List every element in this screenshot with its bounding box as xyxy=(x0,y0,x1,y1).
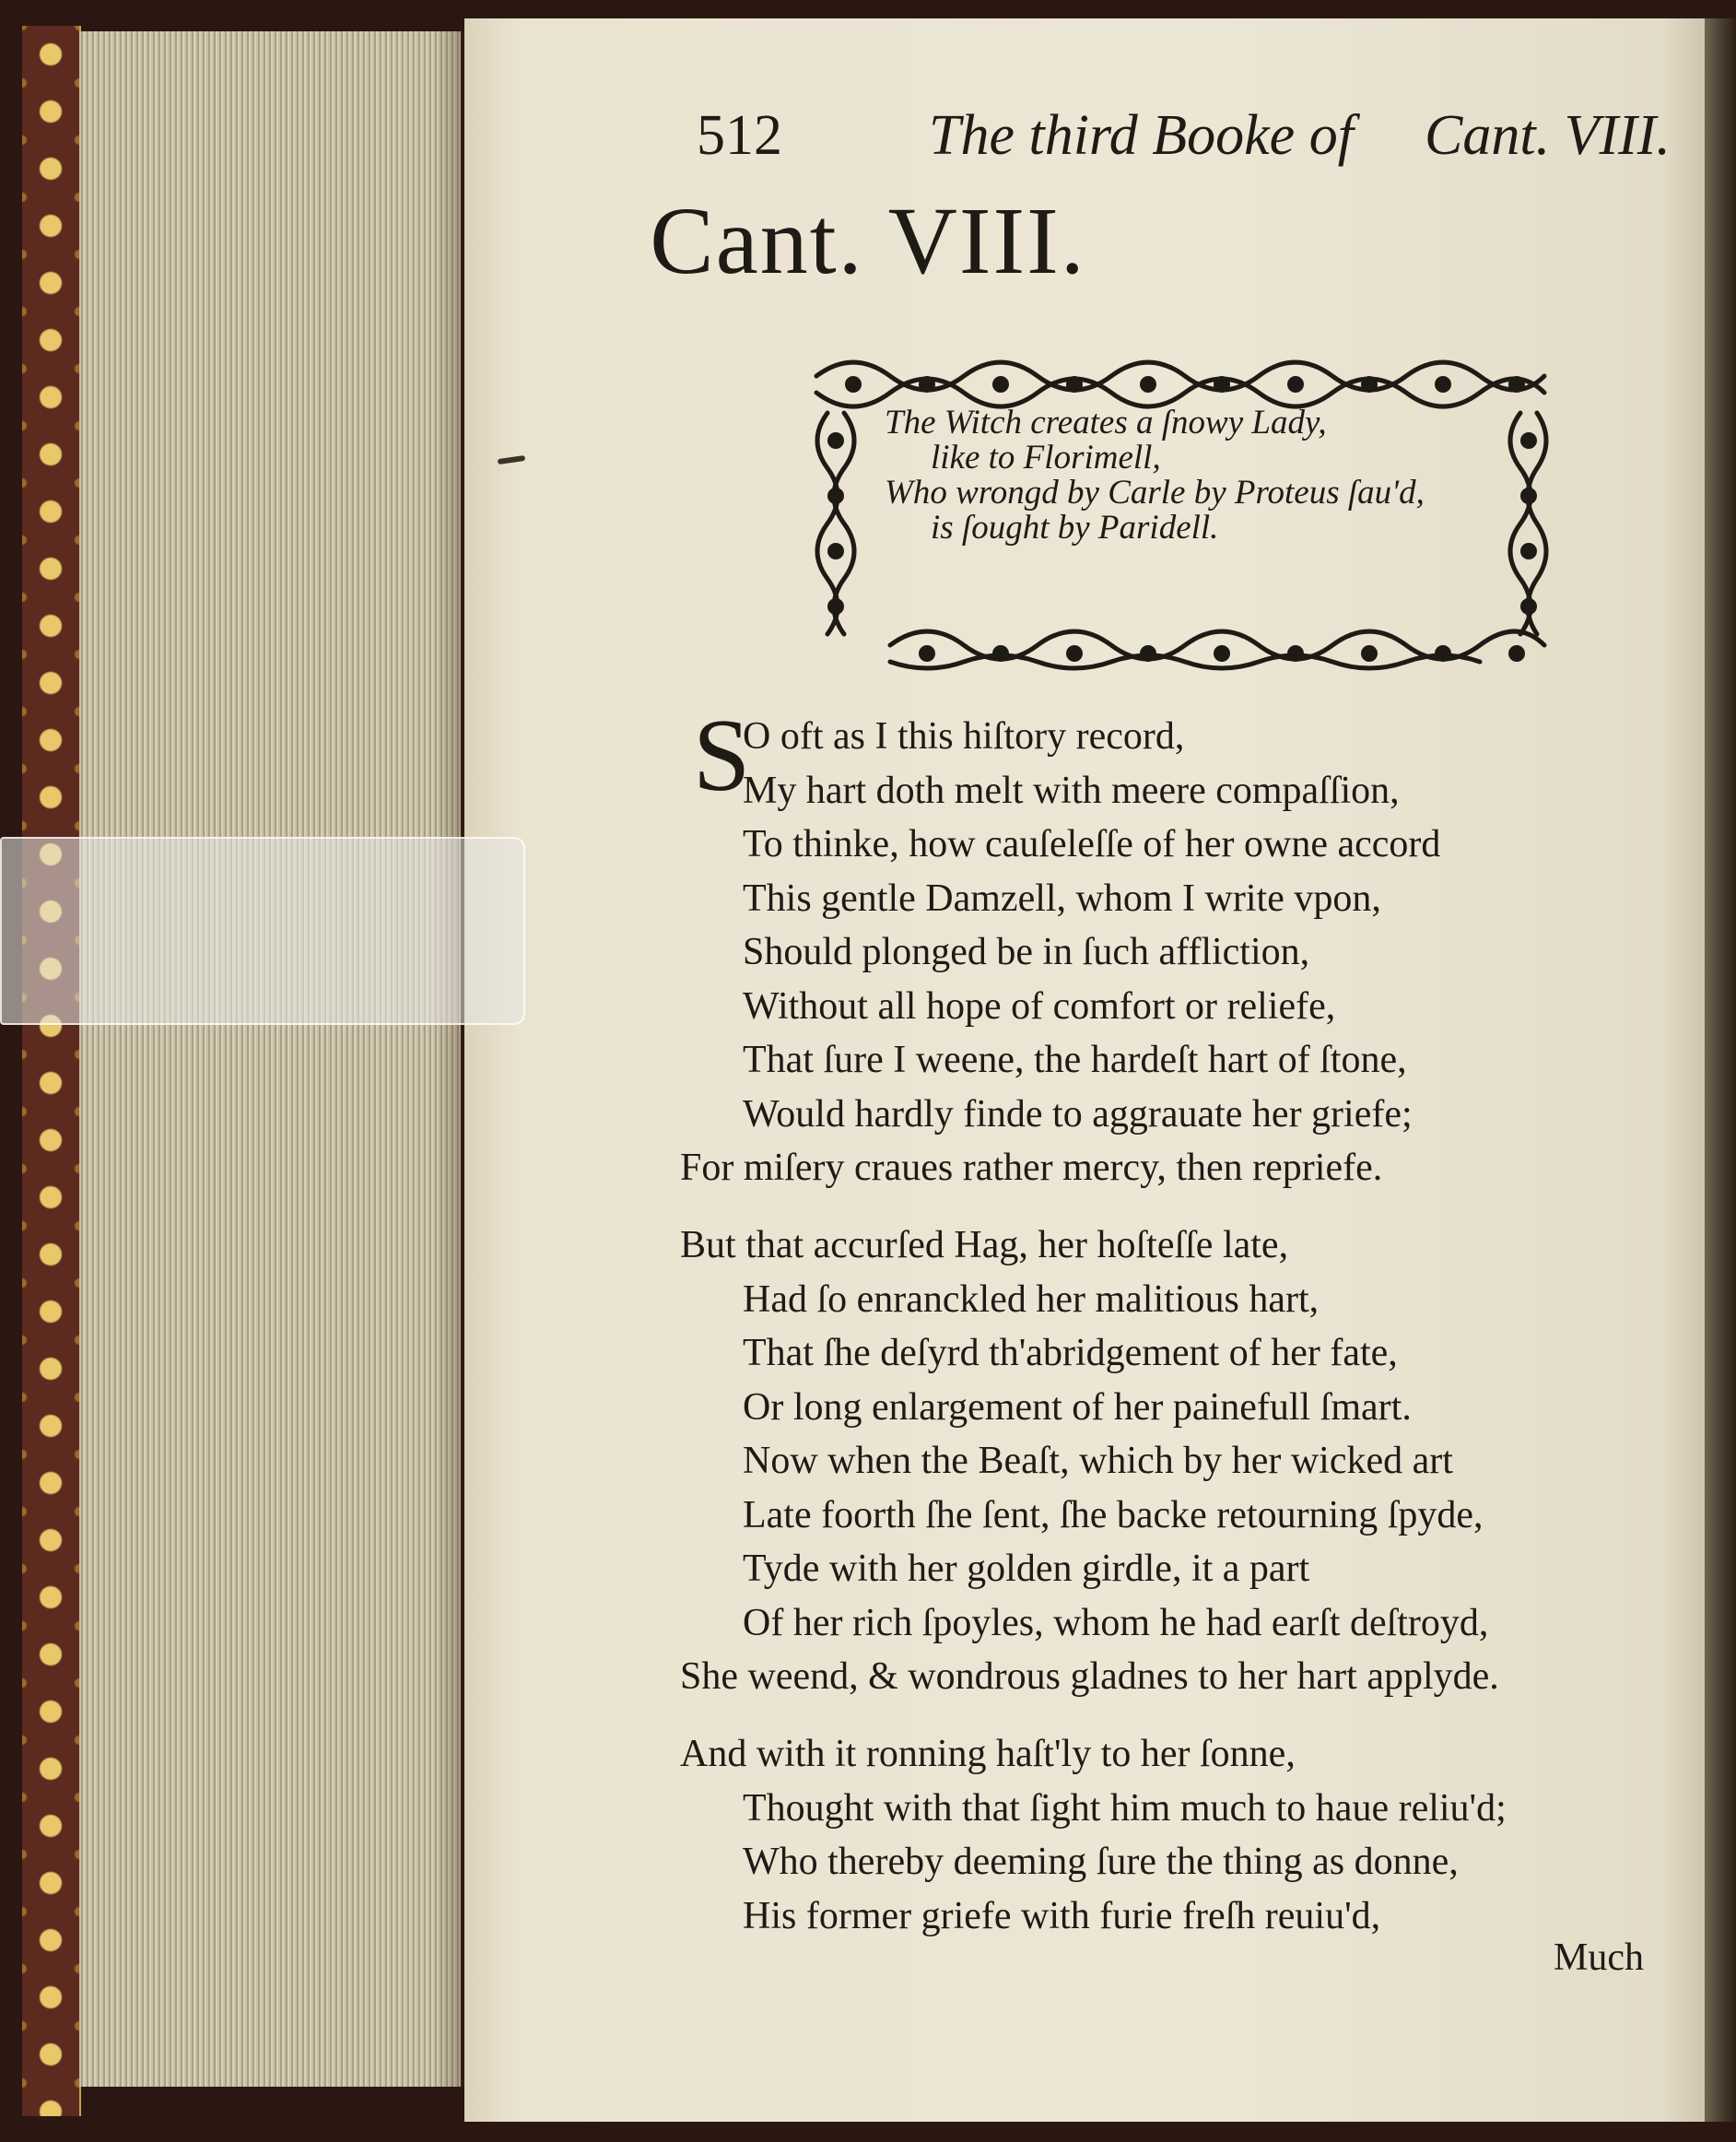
verse-line: Should plonged be in ſuch affliction, xyxy=(743,931,1310,973)
verse-line: Thought with that ſight him much to haue reliu'd; xyxy=(743,1786,1507,1830)
canto-title: Cant. VIII. xyxy=(650,188,1086,294)
gilt-cover-edge xyxy=(22,26,81,2116)
argument-line: like to Florimell, xyxy=(931,439,1161,477)
verse-line: Of her rich ſpoyles, whom he had earſt deſtroyd, xyxy=(743,1601,1489,1644)
verse-line: That ſure I weene, the hardeſt hart of ſtone, xyxy=(743,1039,1407,1081)
verse-line: Would hardly finde to aggrauate her griefe; xyxy=(743,1092,1413,1136)
page-right-edge xyxy=(1705,18,1736,2122)
argument-line: The Witch creates a ſnowy Lady, xyxy=(885,404,1327,441)
verse-line: Who thereby deeming ſure the thing as donne, xyxy=(743,1841,1459,1883)
drop-cap: S xyxy=(693,699,751,813)
verse-line: Without all hope of comfort or reliefe, xyxy=(743,984,1336,1028)
verse-line: Now when the Beaſt, which by her wicked art xyxy=(743,1440,1453,1482)
stanza-3 xyxy=(680,1727,1507,1943)
argument-line: Who wrongd by Carle by Proteus ſau'd, xyxy=(885,474,1425,512)
plastic-clip xyxy=(0,837,525,1025)
verse-line: But that accurſed Hag, her hoſteſſe late, xyxy=(680,1224,1289,1266)
canto-argument xyxy=(885,406,1530,546)
verse-line: This gentle Damzell, whom I write vpon, xyxy=(743,877,1381,920)
stanza-1 xyxy=(680,710,1440,1195)
running-head-title: The third Booke of xyxy=(929,104,1354,167)
page-number: 512 xyxy=(697,104,782,167)
verse-line: Late foorth ſhe ſent, ſhe backe retourning ſpyde, xyxy=(743,1493,1484,1536)
verse-line: Had ſo enranckled her malitious hart, xyxy=(743,1277,1320,1321)
verse-line: That ſhe deſyrd th'abridgement of her fate, xyxy=(743,1332,1398,1374)
page-edges xyxy=(79,31,461,2087)
verse-line: She weend, & wondrous gladnes to her hart applyde. xyxy=(680,1655,1499,1698)
verse-line: Tyde with her golden girdle, it a part xyxy=(743,1548,1310,1590)
verse-line: Or long enlargement of her painefull ſmart. xyxy=(743,1385,1412,1429)
running-head-canto: Cant. VIII. xyxy=(1425,104,1671,167)
verse-line: To thinke, how cauſeleſſe of her owne accord xyxy=(743,823,1441,865)
verse-line: O oft as I this hiſtory record, xyxy=(743,715,1185,758)
stanza-2 xyxy=(680,1218,1499,1704)
verse-line: And with it ronning haſt'ly to her ſonne, xyxy=(680,1733,1296,1775)
verse-line: His former griefe with furie freſh reuiu'd, xyxy=(743,1894,1381,1937)
catchword: Much xyxy=(1554,1936,1644,1979)
gutter-shadow xyxy=(433,31,466,2087)
argument-line: is ſought by Paridell. xyxy=(931,509,1219,547)
verse-line: My hart doth melt with meere compaſſion, xyxy=(743,769,1400,812)
verse-line: For miſery craues rather mercy, then repriefe. xyxy=(680,1147,1383,1189)
